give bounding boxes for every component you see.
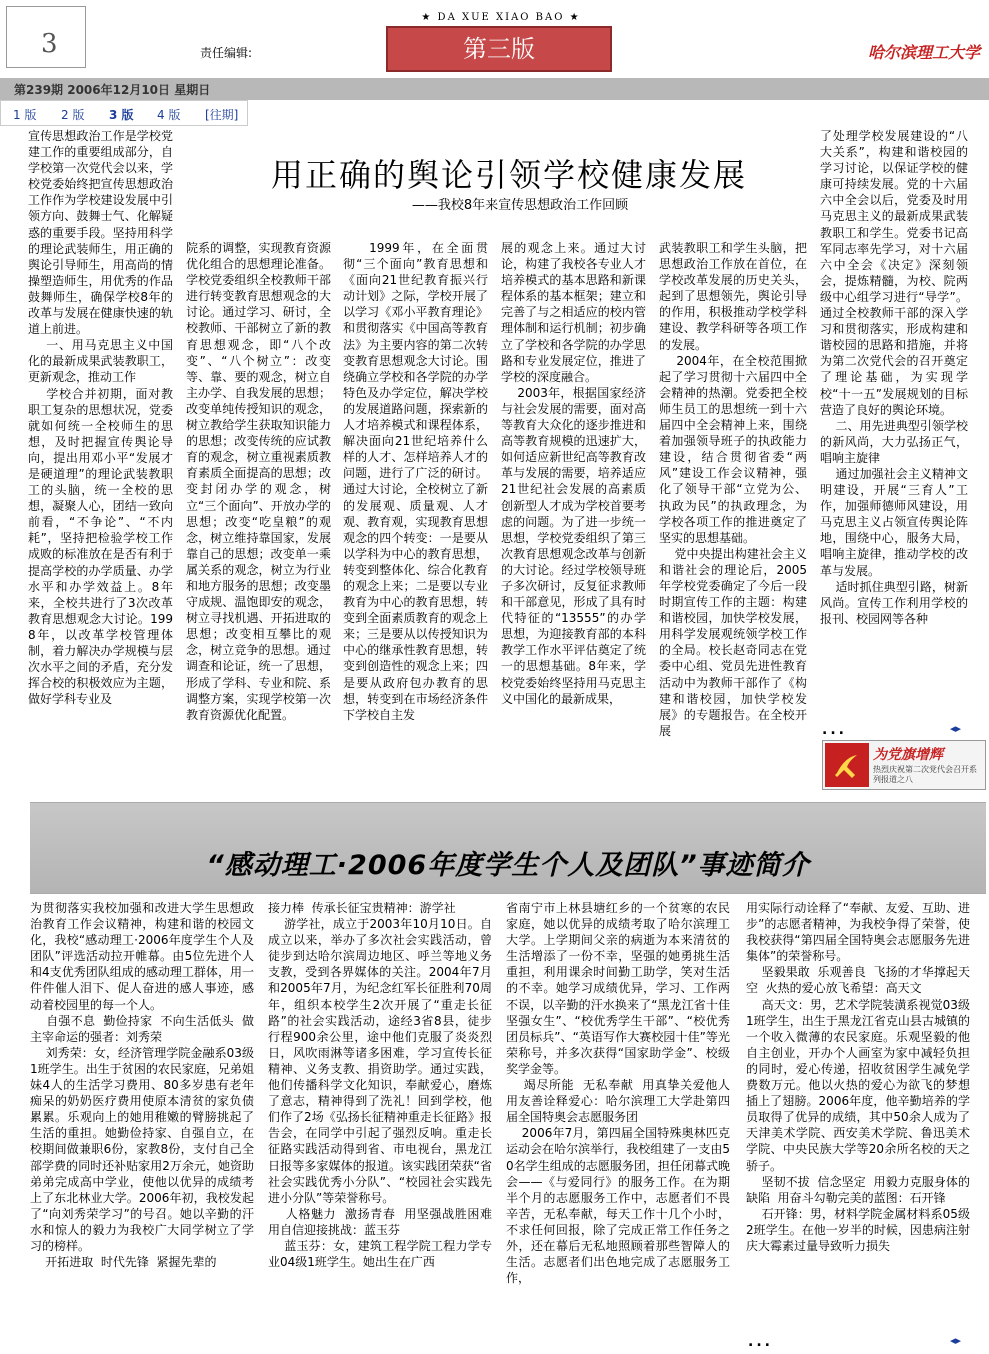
article1-column-2: 院系的调整，实现教育资源优化组合的思想理论准备。学校党委组织全校教师干部进行转变教育思想观念的大讨论。通过学习、研讨，全校教师、干部树立了新的教育思想观念，即“八个改变”、“八个树立”：改变等、靠、要的观念，树立自主办学、自我发展的思想；改变单纯传授知识的观念，树立教给学生获取知识能力的思想；改变传统的应试教育的观念，树立重视素质教育素质全面提高的思想；改变封闭办学的观念，树立“三个面向”、开放办学的思想；改变“吃皇粮”的观念，树立维持靠国家，发展靠自己的思想；改变单一乘属关系的观念，树立为行业和地方服务的思想；改变墨守成规、温饱即安的观念，树立寻找机遇、开拓进取的思想；改变相互攀比的观念，树立竞争的思想。通过调查和论证，统一了思想，形成了学科、专业和院、系调整方案，实现学校第一次教育资源优化配置。 — [186, 241, 331, 722]
article2-column-1: 为贯彻落实我校加强和改进大学生思想政治教育工作会议精神，构建和谐的校园文化，我校“感动理工·2006年度学生个人及团队”评选活动拉开帷幕。由5位先进个人和4支优秀团队组成的感动理工群体，用一件件催人泪下、促人奋进的感人事迹，感动着校园里的每一个人。 自强不息 勤俭持家 不向生活低头 做主宰命运的强者：刘秀荣 刘秀荣：女，经济管理学院金融系03级1班学生。出生于贫困的农民家庭，兄弟姐妹4人的生活学习费用、80多岁患有老年痴呆的奶奶医疗费用使原本清贫的家负债累累。乐观向上的她用稚嫩的臂膀挑起了生活的重担。她勤俭持家、自强自立，在校期间做兼职6份，家教8份，支付自己全部学费的同时还补贴家用2万余元，她资助弟弟完成高中学业，使他以优异的成绩考上了东北林业大学。2006年初，我校发起了“向刘秀荣学习”的号召。她以辛勤的汗水和惊人的毅力为我校广大同学树立了学习的榜样。 开拓进取 时代先锋 紧握先辈的 — [30, 901, 254, 1270]
school-logo: 哈尔滨理工大学 — [868, 43, 981, 62]
article1-subtitle: ——我校8年来宣传思想政治工作回顾 — [411, 198, 629, 213]
nav-page-1[interactable]: 1 版 — [13, 108, 37, 122]
nav-page-3[interactable]: 3 版 — [109, 108, 134, 122]
page-number: 3 — [41, 29, 58, 59]
nav-page-4[interactable]: 4 版 — [157, 108, 181, 122]
nav-page-2[interactable]: 2 版 — [61, 108, 85, 122]
article1-column-3: 1999年，在全面贯彻“三个面向”教育思想和《面向21世纪教育振兴行动计划》之际，学校开展了以学习《邓小平教育理论》和贯彻落实《中国高等教育法》为主要内容的第二次转变教育思想观念大讨论。围绕确立学校和各学院的办学特色及办学定位，解决学校的发展道路问题，探索新的人才培养模式和课程体系，解决面向21世纪培养什么样的人才、怎样培养人才的问题，进行了广泛的研讨。通过大讨论，全校树立了新的发展观、质量观、人才观、教育观，实现教育思想观念的四个转变：一是要从以学科为中心的教育思想，转变到整体化、综合化教育的观念上来；二是要以专业教育为中心的教育思想，转变到全面素质教育的观念上来；三是要从以传授知识为中心的继承性教育思想，转变到创造性的观念上来；四是要从政府包办教育的思想，转变到在市场经济条件下学校自主发 — [343, 241, 488, 722]
article2-column-4: 用实际行动诠释了“奉献、友爱、互助、进步”的志愿者精神，为我校争得了荣誉，使我校获得“第四届全国特奥会志愿服务先进集体”的荣誉称号。 坚毅果敢 乐观善良 飞扬的才华撑起天空 火热的爱心放飞希望：高天文 高天文：男，艺术学院装潢系视觉03级1班学生，出生于黑龙江省克山县古城镇的一个收入微薄的农民家庭。乐观坚毅的他自主创业，开办个人画室为家中减轻负担的同时，爱心传递，招收贫困学生减免学费数万元。他以火热的爱心为欲飞的梦想插上了翅膀。2006年度，他辛勤培养的学员取得了优异的成绩，其中50余人成为了天津美术学院、西安美术学院、鲁迅美术学院、中央民族大学等20余所名校的天之骄子。 坚韧不拔 信念坚定 用毅力克服身体的缺陷 用奋斗勾勒完美的蓝图：石开锋 石开锋：男，材料学院金属材料系05级2班学生。在他一岁半的时候，因患病注射庆大霉素过量导致听力损失 — [746, 901, 970, 1253]
article1-column-5: 武装教职工和学生头脑，把思想政治工作放在首位，在学校改革发展的历史关头，起到了思想领先，舆论引导的作用，积极推动学校学科建设、教学科研等各项工作的发展。 2004年，在全校范围掀起了学习贯彻十六届四中全会精神的热潮。党委把全校师生员工的思想统一到十六届四中全会精神上来，围绕着加强领导班子的执政能力建设，结合贯彻省委“两风”建设工作会议精神，强化了领导干部“立党为公、执政为民”的执政理念，为学校各项工作的推进奠定了坚实的思想基础。 党中央提出构建社会主义和谐社会的理论后，2005年学校党委确定了今后一段时期宣传工作的主题：构建和谐校园，加快学校发展，用科学发展观统领学校工作的全局。校长赵奇同志在党委中心组、党员先进性教育活动中为教师干部作了《构建和谐校园，加快学校发展》的专题报告。在全校开展 — [659, 241, 807, 738]
page-nav — [0, 100, 248, 126]
more-arrows-icon[interactable]: ◂▸ — [950, 722, 962, 735]
article2-banner — [30, 802, 986, 894]
party-emblem-icon — [825, 743, 869, 787]
more-marker-2[interactable]: ... — [748, 1334, 773, 1350]
more-marker[interactable]: ... — [822, 722, 847, 738]
section-label: 第三版 — [463, 35, 535, 63]
editor-label: 责任编辑: — [200, 46, 253, 60]
article2-column-2: 接力棒 传承长征宝贵精神：游学社 游学社，成立于2003年10月10日。自成立以来，举办了多次社会实践活动，曾徒步到达哈尔滨周边地区、呼兰等地义务支教，受到各界媒体的关注。2004年7月和2005年7月，为纪念红军长征胜利70周年，组织本校学生2次开展了“重走长征路”的社会实践活动，途经3省8县，徒步行程900余公里，途中他们克服了炎炎烈日，风吹雨淋等诸多困难，学习宣传长征精神、义务支教、捐资助学。通过实践，他们传播科学文化知识，奉献爱心，磨炼了意志，精神得到了洗礼！回到学校，他们作了2场《弘扬长征精神重走长征路》报告会，在同学中引起了强烈反响。重走长征路实践活动得到省、市电视台，黑龙江日报等多家媒体的报道。该实践团荣获“省社会实践优秀小分队”、“校园社会实践先进小分队”等荣誉称号。 人格魅力 激扬青春 用坚强战胜困难 用自信迎接挑战：蓝玉芬 蓝玉芬：女，建筑工程学院工程力学专业04级1班学生。她出生在广西 — [268, 901, 492, 1270]
party-box[interactable] — [822, 740, 986, 790]
masthead — [0, 0, 989, 78]
party-box-title: 为党旗增辉 — [873, 747, 943, 763]
issue-bar — [0, 78, 989, 100]
page-number-box — [6, 6, 86, 68]
article1-column-1: 宣传思想政治工作是学校党建工作的重要组成部分，自学校第一次党代会以来，学校党委始终把宣传思想政治工作作为学校建设发展中引领方向、鼓舞士气、化解疑惑的重要手段。坚持用科学的理论武装师生，用正确的舆论引导师生，用高尚的情操塑造师生，用优秀的作品鼓舞师生，确保学校8年的改革与发展在健康快速的轨道上前进。 一、用马克思主义中国化的最新成果武装教职工，更新观念，推动工作 学校合并初期，面对教职工复杂的思想状况，党委就如何统一全校师生的思想，及时把握宣传舆论导向，提出用邓小平“发展才是硬道理”的理论武装教职工的头脑，统一全校的思想，凝聚人心，团结一致向前看，“不争论”、“不内耗”，坚持把检验学校工作成败的标准放在是否有利于提高学校的办学质量、办学水平和办学效益上。8年来，全校共进行了3次改革教育思想观念大讨论。1998年，以改革学校管理体制，着力解决办学规模与层次水平之间的矛盾，充分发挥合校的积极效应为主题，做好学科专业及 — [28, 129, 173, 707]
paper-name: ★ DA XUE XIAO BAO ★ — [421, 12, 581, 23]
article1-column-4: 展的观念上来。通过大讨论，构建了我校各专业人才培养模式的基本思路和新课程体系的基本框架；建立和完善了与之相适应的校内管理体制和运行机制；初步确立了学校和各学院的办学思路和专业发展定位，推进了学校的深度融合。 2003年，根据国家经济与社会发展的需要，面对高等教育大众化的逐步推进和高等教育规模的迅速扩大，如何适应新世纪高等教育改革与发展的需要，培养适应21世纪社会发展的高素质创新型人才成为学校首要考虑的问题。为了进一步统一思想，学校党委组织了第三次教育思想观念改革与创新的大讨论。经过学校领导班子多次研讨，反复征求教师和干部意见，形成了具有时代特征的“13555”的办学思想，为迎接教育部的本科教学工作水平评估奠定了统一的思想基础。8年来，学校党委始终坚持用马克思主义中国化的最新成果， — [501, 241, 646, 706]
article2-column-3: 省南宁市上林县塘红乡的一个贫寒的农民家庭，她以优异的成绩考取了哈尔滨理工大学。上学期间父亲的病逝为本来清贫的生活增添了一份不幸，坚强的她勇挑生活重担，利用课余时间勤工助学，笑对生活的不幸。她学习成绩优异，学习、工作两不误，以辛勤的汗水换来了“黑龙江省十佳坚强女生”、“校优秀学生干部”、“校优秀团员标兵”、“英语写作大赛校园十佳”等光荣称号，并多次获得“国家助学金”、校级奖学金等。 竭尽所能 无私奉献 用真挚关爱他人 用友善诠释爱心：哈尔滨理工大学赴第四届全国特奥会志愿服务团 2006年7月，第四届全国特殊奥林匹克运动会在哈尔滨举行，我校组建了一支由50名学生组成的志愿服务团，担任闭幕式晚会——《与爱同行》的服务工作。在为期半个月的志愿服务工作中，志愿者们不畏辛苦，无私奉献，每天工作十几个小时，不求任何回报，除了完成正常工作任务之外，还在幕后无私地照顾着那些智障人的生活。志愿者们出色地完成了志愿服务工作， — [506, 901, 730, 1286]
issue-line: 第239期 2006年12月10日 星期日 — [14, 83, 211, 97]
section-banner — [386, 26, 612, 72]
more-arrows-icon-2[interactable]: ◂▸ — [950, 1334, 962, 1347]
article1-column-6: 了处理学校发展建设的“八大关系”，构建和谐校园的学习讨论，以保证学校的健康可持续发展。党的十六届六中全会以后，党委及时用马克思主义的最新成果武装教职工和学生。党委书记高军同志率先学习，对十六届六中全会《决定》深刻领会，提炼精髓，为校、院两级中心组学习进行“导学”。通过全校教师干部的深入学习和贯彻落实，形成构建和谐校园的思路和措施，并将为第二次党代会的召开奠定了理论基础，为实现学校“十一五”发展规划的目标营造了良好的舆论环境。 二、用先进典型引领学校的新风尚，大力弘扬正气，唱响主旋律 通过加强社会主义精神文明建设，开展“三育人”工作，加强师德师风建设，用马克思主义占领宣传舆论阵地，围绕中心，服务大局，唱响主旋律，推动学校的改革与发展。 适时抓住典型引路，树新风尚。宣传工作利用学校的报刊、校园网等各种 — [820, 129, 968, 626]
article1-title: 用正确的舆论引领学校健康发展 — [270, 156, 747, 194]
party-box-subtitle: 热烈庆祝第二次党代会召开系列报道之八 — [873, 765, 977, 784]
nav-archive[interactable]: [往期] — [205, 108, 239, 122]
article2-title: “感动理工·2006年度学生个人及团队”事迹简介 — [206, 850, 810, 881]
